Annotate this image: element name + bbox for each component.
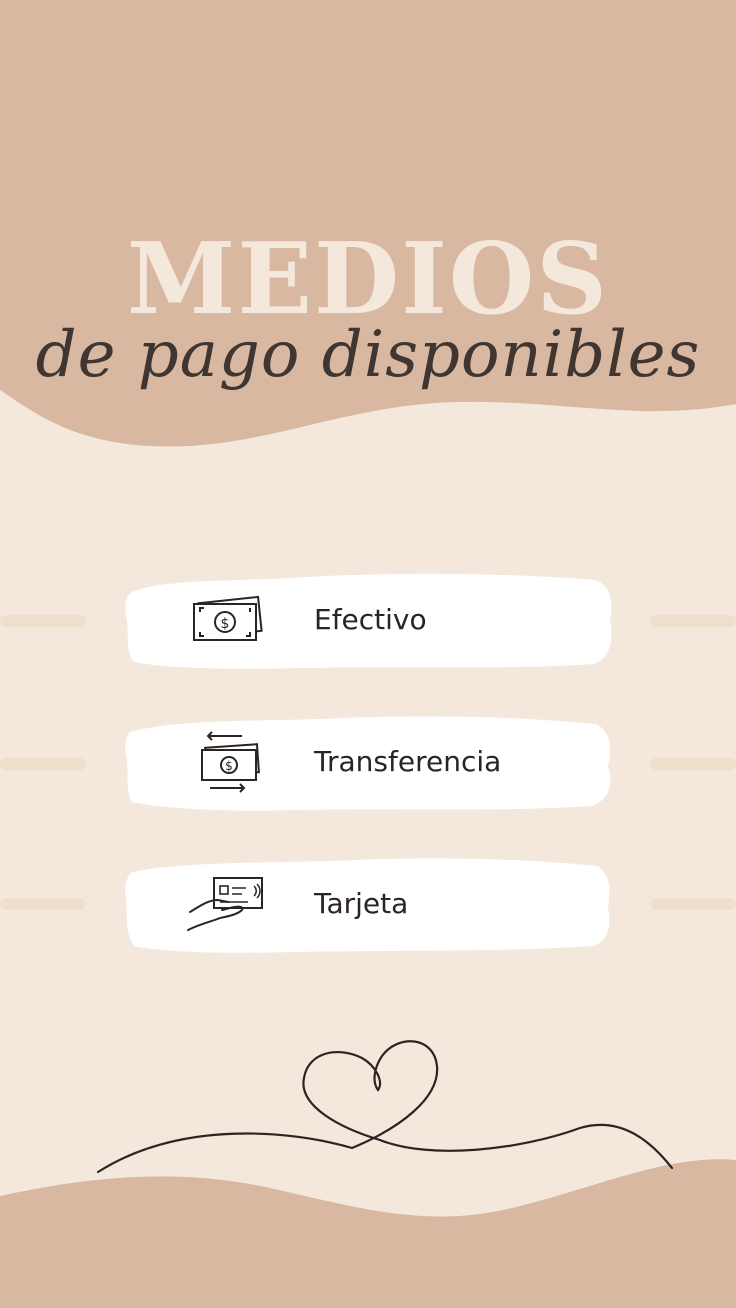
page-title: MEDIOS	[126, 222, 610, 337]
right-dash-1	[650, 615, 736, 627]
page-subtitle: de pago disponibles	[35, 318, 701, 392]
left-dash-3	[0, 898, 86, 910]
option-label-efectivo: Efectivo	[314, 603, 427, 636]
option-tarjeta[interactable]	[124, 854, 612, 954]
card-in-hand-icon	[186, 872, 270, 936]
left-dash-2	[0, 758, 86, 770]
option-transferencia[interactable]	[124, 712, 612, 812]
svg-text:$: $	[225, 759, 233, 773]
left-dash-1	[0, 615, 86, 627]
bottom-wave-shape	[0, 1159, 736, 1308]
cash-bill-icon	[186, 588, 270, 652]
right-dash-2	[650, 758, 736, 770]
option-label-transferencia: Transferencia	[314, 745, 502, 778]
money-transfer-icon	[186, 730, 270, 794]
svg-text:$: $	[220, 616, 230, 632]
heart-line-icon	[98, 1041, 672, 1172]
option-efectivo[interactable]	[124, 570, 612, 670]
option-label-tarjeta: Tarjeta	[314, 887, 409, 920]
right-dash-3	[650, 898, 736, 910]
